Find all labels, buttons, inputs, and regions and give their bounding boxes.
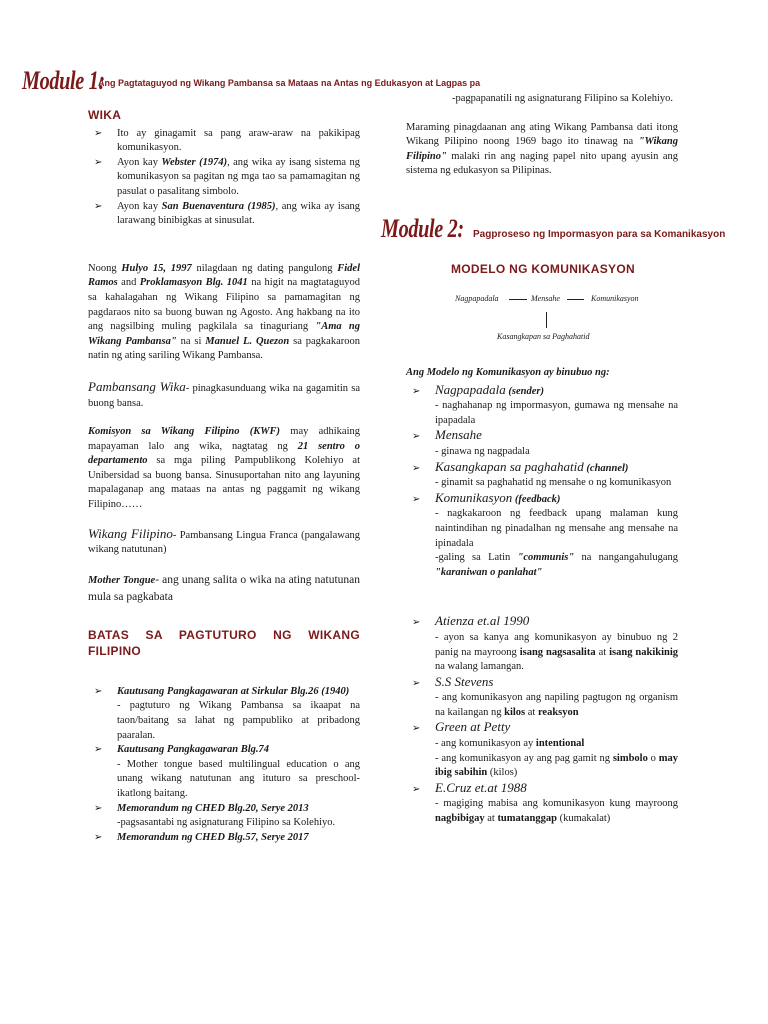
list-item: ➢ Memorandum ng CHED Blg.20, Serye 2013 -pagsasantabi ng asignaturang Filipino sa Kolehiyo. xyxy=(94,802,336,829)
list-item: ➢ Nagpapadala (sender) - naghahanap ng impormasyon, gumawa ng mensahe na ipapadala xyxy=(412,381,678,426)
list-item: ➢ S.S Stevens - ang komunikasyon ang napiling pagtugon ng organism na kailangan ng kilos at reaksyon xyxy=(412,673,678,718)
list-item: ➢ E.Cruz et.at 1988 - magiging mabisa ang komunikasyon kung mayroong nagbibigay at tumatanggap (kumakalat) xyxy=(412,779,678,825)
arrow-bullet-icon: ➢ xyxy=(94,831,103,843)
wika-heading: WIKA xyxy=(88,108,122,122)
diagram-feedback-label: Komunikasyon xyxy=(591,294,639,303)
diagram-connector xyxy=(567,299,584,300)
arrow-bullet-icon: ➢ xyxy=(412,385,421,397)
arrow-bullet-icon: ➢ xyxy=(412,723,421,735)
list-item: ➢ Ayon kay San Buenaventura (1985), ang wika ay isang larawang binibigkas at sinusulat. xyxy=(94,200,360,227)
list-item: ➢ Kasangkapan sa paghahatid (channel) - ginamit sa paghahatid ng mensahe o ng komunikasyon xyxy=(412,458,672,489)
list-item: ➢ Mensahe - ginawa ng nagpadala xyxy=(412,427,530,457)
module2-title: Module 2: xyxy=(381,214,464,243)
diagram-sender-label: Nagpapadala xyxy=(455,294,499,303)
list-item: ➢ Kautusang Pangkagawaran Blg.74 - Mother tongue based multilingual education o ang unang wikang natutunan ang ituturo sa preschool-ikatlong baitang. xyxy=(94,744,360,799)
modelo-intro: Ang Modelo ng Komunikasyon ay binubuo ng: xyxy=(406,367,610,378)
arrow-bullet-icon: ➢ xyxy=(94,802,103,814)
list-item: ➢ Ayon kay Webster (1974), ang wika ay isang sistema ng komunikasyon sa pagitan ng mga tao sa pamamagitan ng pasulat o pasalitang simbolo. xyxy=(94,156,360,197)
module1-header xyxy=(22,66,481,96)
list-item: ➢ Atienza et.al 1990 - ayon sa kanya ang komunikasyon ay binubuo ng 2 panig na mayroong isang nagsasalita at isang nakikinig na walang lamangan. xyxy=(412,613,679,673)
arrow-bullet-icon: ➢ xyxy=(94,127,103,139)
theorist-list xyxy=(406,614,678,826)
diagram-connector xyxy=(509,299,527,300)
batas-heading: BATAS SA PAGTUTURO NG WIKANG FILIPINO xyxy=(88,627,360,658)
list-item: ➢ Green at Petty - ang komunikasyon ay intentional - ang komunikasyon ay ang pag gamit ng simbolo o may ibig sabihin (kilos) xyxy=(412,719,678,779)
right-column-top xyxy=(406,92,678,179)
arrow-bullet-icon: ➢ xyxy=(412,617,421,629)
batas-item-4-desc: -pagpapanatili ng asignaturang Filipino sa Kolehiyo. xyxy=(452,93,674,104)
arrow-bullet-icon: ➢ xyxy=(412,431,421,443)
module2-subtitle: Pagproseso ng Impormasyon para sa Komanikasyon xyxy=(473,229,726,240)
list-item: ➢ Kautusang Pangkagawaran at Sirkular Blg.26 (1940) - pagtuturo ng Wikang Pambansa sa ikaapat na taon/baitang sa lahat ng pampubliko at pribadong paaralan. xyxy=(94,685,360,741)
diagram-message-label: Mensahe xyxy=(531,294,560,303)
module1-subtitle: Ang Pagtataguyod ng Wikang Pambansa sa Mataas na Antas ng Edukasyon at Lagpas pa xyxy=(98,78,481,88)
communication-model-diagram xyxy=(455,290,695,350)
diagram-channel-label: Kasangkapan sa Paghahatid xyxy=(497,332,590,341)
arrow-bullet-icon: ➢ xyxy=(94,685,103,697)
module2-header xyxy=(381,214,761,246)
right-column-bottom xyxy=(406,366,678,827)
arrow-bullet-icon: ➢ xyxy=(94,200,103,212)
maraming-paragraph: Maraming pinagdaanan ang ating Wikang Pambansa dati itong Wikang Pilipino noong 1969 bago ito tinawag na "Wikang Filipino" malaki rin ang naging papel nito upang ayusin ang sistema ng edukasyon sa Pilipinas. xyxy=(406,121,678,177)
arrow-bullet-icon: ➢ xyxy=(94,744,103,756)
pambansa-definition: Pambansang Wika- pinagkasunduang wika na gagamitin sa buong bansa. xyxy=(88,378,360,409)
modelo-list xyxy=(406,383,678,581)
mother-tongue-definition: Mother Tongue- ang unang salita o wika na ating natutunan mula sa pagkabata xyxy=(88,573,360,603)
diagram-connector xyxy=(546,312,547,328)
arrow-bullet-icon: ➢ xyxy=(412,783,421,795)
kwf-paragraph: Komisyon sa Wikang Filipino (KWF) may adhikaing mapayaman lalo ang wika, nagtatag ng 21 sentro o departamento sa mga piling Pampublikong Kolehiyo at Unibersidad sa buong bansa. Sinusuportahan nito ang layuning mapalaganap ang mataas na antas ng paggamit ng wikang Filipino…… xyxy=(88,426,361,511)
list-item: ➢ Komunikasyon (feedback) - nagkakaroon ng feedback upang malaman kung naintindihan ng pinadalhan ng mensahe ang mensahe na ipinadala -galing sa Latin "communis" na nangangahulugang "karaniwan o panlahat" xyxy=(412,489,678,578)
wika-list xyxy=(88,127,360,229)
wikang-filipino-definition: Wikang Filipino- Pambansang Lingua Franca (pangalawang wikang natutunan) xyxy=(88,525,360,556)
arrow-bullet-icon: ➢ xyxy=(94,156,103,168)
modelo-heading: MODELO NG KOMUNIKASYON xyxy=(451,262,635,276)
arrow-bullet-icon: ➢ xyxy=(412,493,421,505)
hulyo-paragraph: Noong Hulyo 15, 1997 nilagdaan ng dating pangulong Fidel Ramos and Proklamasyon Blg. 1041 na higit na magtataguyod sa kahalagahan ng Wikang Filipino sa pamamagitan ng pagdaraos nito sa buong buwan ng Agosto. Ang hakbang na ito ang nagsilbing muling pagkilala sa tinaguriang "Ama ng Wikang Pambansa" na si Manuel L. Quezon sa pagkakaroon natin ng ating sariling Wikang Pambansa. xyxy=(88,262,360,362)
arrow-bullet-icon: ➢ xyxy=(412,462,421,474)
left-column xyxy=(88,108,360,845)
arrow-bullet-icon: ➢ xyxy=(412,677,421,689)
list-item: ➢ Memorandum ng CHED Blg.57, Serye 2017 xyxy=(88,831,360,846)
module1-title: Module 1: xyxy=(22,66,105,95)
list-item: ➢ Ito ay ginagamit sa pang araw-araw na pakikipag komunikasyon. xyxy=(94,127,360,154)
batas-list xyxy=(88,685,360,846)
